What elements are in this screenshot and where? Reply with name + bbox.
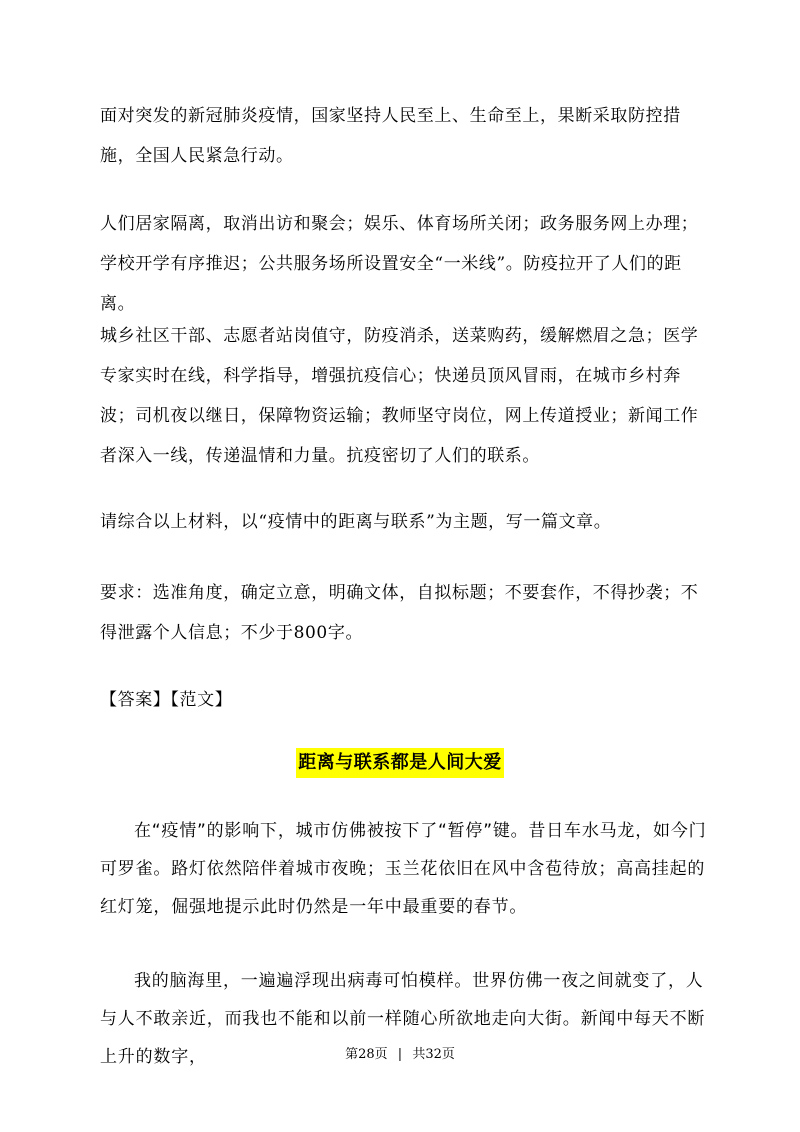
essay-title-wrapper: [0, 748, 800, 778]
page-total: 共32页: [412, 1047, 455, 1062]
essay-paragraph-2-text: 我的脑海里，一遍遍浮现出病毒可怕模样。世界仿佛一夜之间就变了，人与人不敢亲近，而我也不能和以前一样随心所欲地走向大街。新闻中每天不断上升的数字，: [100, 971, 706, 1067]
page-number: 第28页: [345, 1047, 388, 1062]
essay-paragraph-1-text: 在“疫情”的影响下，城市仿佛被按下了“暂停”键。昔日车水马龙，如今门可罗雀。路灯依然陪伴着城市夜晚；玉兰花依旧在风中含苞待放；高高挂起的红灯笼，倔强地提示此时仍然是一年中最重要的春节。: [100, 821, 707, 917]
essay-title: 距离与联系都是人间大爱: [296, 748, 504, 778]
essay-paragraph-1: [100, 812, 708, 926]
footer-separator: |: [397, 1047, 403, 1062]
prompt-paragraph: 请综合以上材料，以“疫情中的距离与联系”为主题，写一篇文章。: [100, 512, 612, 532]
answer-label: 【答案】【范文】: [100, 690, 233, 710]
page-footer: [0, 1046, 800, 1064]
material-paragraph-3: 城乡社区干部、志愿者站岗值守，防疫消杀，送菜购药，缓解燃眉之急；医学专家实时在线，科学指导，增强抗疫信心；快递员顶风冒雨，在城市乡村奔波；司机夜以继日，保障物资运输；教师坚守岗位，网上传道授业；新闻工作者深入一线，传递温情和力量。抗疫密切了人们的联系。: [100, 326, 699, 466]
requirements-paragraph: 要求：选准角度，确定立意，明确文体，自拟标题；不要套作，不得抄袭；不得泄露个人信息；不少于800字。: [100, 583, 699, 643]
material-paragraph-2: 人们居家隔离，取消出访和聚会；娱乐、体育场所关闭；政务服务网上办理；学校开学有序推迟；公共服务场所设置安全“一米线”。防疫拉开了人们的距离。: [100, 214, 699, 314]
material-paragraph-1: 面对突发的新冠肺炎疫情，国家坚持人民至上、生命至上，果断采取防控措施，全国人民紧急行动。: [100, 106, 681, 166]
